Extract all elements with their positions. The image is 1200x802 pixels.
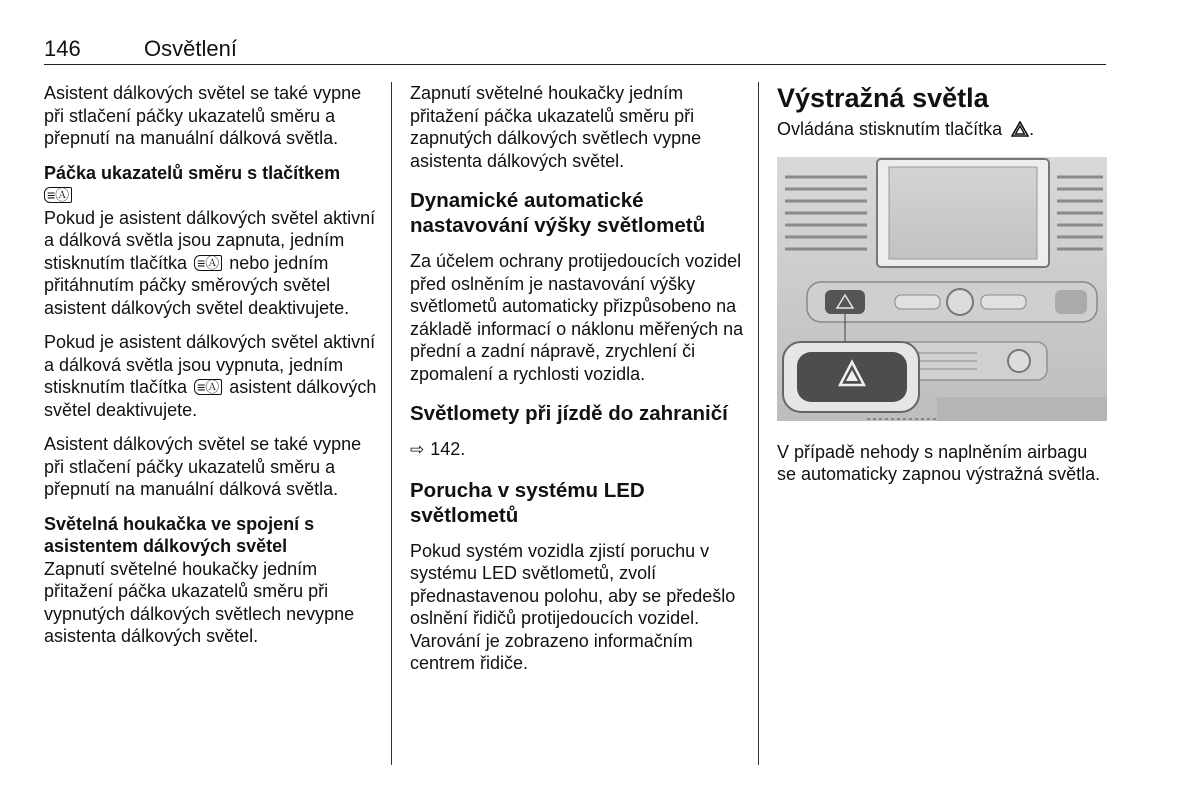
page-header — [44, 34, 1106, 65]
paragraph: Pokud systém vozidla zjistí poruchu v systému LED světlometů, zvolí přednastavenou polohu, aby se předešlo oslnění řidičů protijedoucích vozidel. Varování je zobrazeno informačním centrem řidiče. — [410, 540, 736, 673]
high-beam-assist-icon: ≡Ⓐ — [194, 379, 222, 395]
column-2 — [410, 82, 750, 687]
high-beam-assist-icon: ≡Ⓐ — [194, 255, 222, 271]
section-title: Výstražná světla — [777, 83, 989, 113]
paragraph — [44, 331, 379, 421]
subheading-text: Páčka ukazatelů směru s tlačítkem — [44, 162, 341, 183]
paragraph: Za účelem ochrany protijedoucích vozidel před oslněním je nastavování výšky světlometů automaticky přizpůsobeno na základě informací o náklonu měřených na přední a zadní nápravě, zrychlení či zpomalení a rychlosti vozidla. — [410, 251, 744, 384]
column-1 — [44, 82, 379, 660]
page-reference-icon: ⇨ — [410, 440, 425, 459]
high-beam-assist-icon: ≡Ⓐ — [44, 187, 72, 203]
column-3 — [777, 82, 1107, 498]
paragraph: Zapnutí světelné houkačky jedním přitažení páčka ukazatelů směru při vypnutých dálkových světlech nevypne asistenta dálkových světel. — [44, 558, 355, 646]
paragraph: Asistent dálkových světel se také vypne při stlačení páčky ukazatelů směru a přepnutí na manuální dálková světla. — [44, 434, 362, 499]
paragraph: Zapnutí světelné houkačky jedním přitažení páčka ukazatelů směru při zapnutých dálkových světlech vypne asistenta dálkových světel. — [410, 83, 702, 171]
page-reference[interactable] — [410, 438, 750, 462]
paragraph-text: Pokud je asistent dálkových světel aktivní a dálková světla jsou zapnuta, jedním stisknutím tlačítka — [44, 207, 376, 273]
paragraph: V případě nehody s naplněním airbagu se automaticky zapnou výstražná světla. — [777, 441, 1101, 484]
paragraph — [777, 118, 1107, 143]
subheading-turn-signal-lever — [44, 162, 379, 207]
paragraph — [44, 207, 379, 320]
subheading-flash-assist: Světelná houkačka ve spojení s asistentem dálkových světel — [44, 513, 315, 556]
heading-driving-abroad: Světlomety při jízdě do zahraničí — [410, 402, 728, 425]
column-divider — [391, 82, 392, 765]
paragraph: Asistent dálkových světel se také vypne při stlačení páčky ukazatelů směru a přepnutí na manuální dálková světla. — [44, 83, 362, 148]
paragraph-text: nebo jedním přitáhnutím páčky směrových světel asistent dálkových světel deaktivujete. — [44, 252, 350, 318]
paragraph-text: . — [1029, 119, 1035, 139]
paragraph-text: Ovládána stisknutím tlačítka — [777, 119, 1003, 139]
heading-dynamic-leveling: Dynamické automatické nastavování výšky světlometů — [410, 189, 706, 237]
paragraph-text: asistent dálkových světel deaktivujete. — [44, 377, 377, 420]
hazard-warning-icon — [1011, 120, 1029, 143]
heading-led-fault: Porucha v systému LED světlometů — [410, 478, 645, 527]
page-reference-number[interactable]: 142. — [430, 439, 466, 459]
chapter-title: Osvětlení — [144, 36, 237, 61]
page-number: 146 — [44, 36, 81, 61]
dashboard-hazard-button-illustration — [777, 157, 1107, 421]
paragraph-text: Pokud je asistent dálkových světel aktivní a dálková světla jsou vypnuta, jedním stisknutím tlačítka — [44, 332, 376, 397]
column-divider — [758, 82, 759, 765]
